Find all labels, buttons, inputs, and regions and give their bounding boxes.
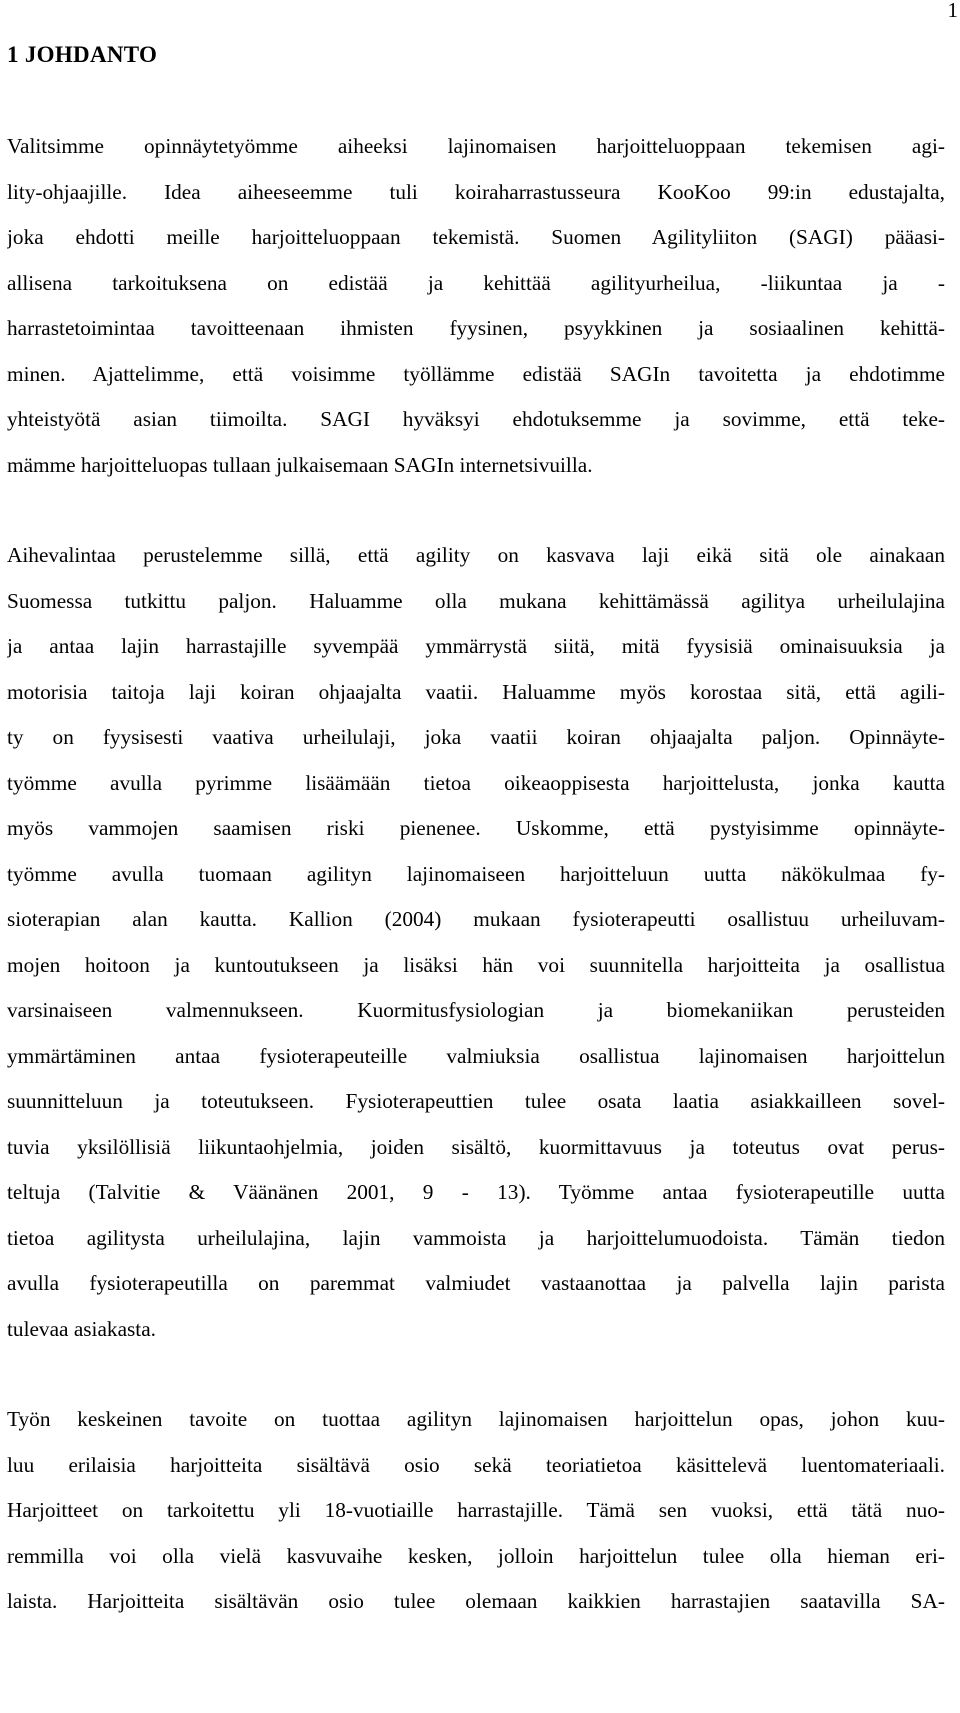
text-line: luu erilaisia harjoitteita sisältävä osio sekä teoriatietoa käsittelevä luentomateriaali.	[7, 1452, 945, 1477]
text-line: ja antaa lajin harrastajille syvempää ymmärrystä siitä, mitä fyysisiä ominaisuuksia ja	[7, 634, 945, 658]
text-line: työmme avulla tuomaan agilityn lajinomaiseen harjoitteluun uutta näkökulmaa fy-	[7, 861, 945, 886]
text-line: teltuja (Talvitie & Väänänen 2001, 9 - 13). Työmme antaa fysioterapeutille uutta	[7, 1180, 945, 1204]
paragraph-gap	[7, 488, 945, 533]
text-line: suunnitteluun ja toteutukseen. Fysioterapeuttien tulee osata laatia asiakkailleen sovel-	[7, 1089, 945, 1113]
text-line: myös vammojen saamisen riski pienenee. Uskomme, että pystyisimme opinnäyte-	[7, 816, 945, 840]
chapter-heading: 1 JOHDANTO	[7, 42, 158, 67]
text-line: tietoa agilitysta urheilulajina, lajin vammoista ja harjoittelumuodoista. Tämän tiedon	[7, 1225, 945, 1250]
text-line: ty on fyysisesti vaativa urheilulaji, joka vaatii koiran ohjaajalta paljon. Opinnäyte-	[7, 725, 945, 749]
page-number: 1	[947, 0, 958, 22]
text-line: Suomessa tutkittu paljon. Haluamme olla mukana kehittämässä agilitya urheilulajina	[7, 588, 945, 613]
text-line: avulla fysioterapeutilla on paremmat valmiudet vastaanottaa ja palvella lajin parista	[7, 1271, 945, 1295]
text-line: Työn keskeinen tavoite on tuottaa agilityn lajinomaisen harjoittelun opas, johon kuu-	[7, 1407, 945, 1431]
text-line: harrastetoimintaa tavoitteenaan ihmisten fyysinen, psyykkinen ja sosiaalinen kehittä-	[7, 316, 945, 340]
text-line: työmme avulla pyrimme lisäämään tietoa oikeaoppisesta harjoittelusta, jonka kautta	[7, 770, 945, 795]
paragraph-2	[7, 533, 945, 1352]
text-line: Harjoitteet on tarkoitettu yli 18-vuotiaille harrastajille. Tämä sen vuoksi, että tätä nuo-	[7, 1498, 945, 1522]
paragraph-3	[7, 1397, 945, 1625]
text-line: yhteistyötä asian tiimoilta. SAGI hyväksyi ehdotuksemme ja sovimme, että teke-	[7, 407, 945, 431]
text-line: joka ehdotti meille harjoitteluoppaan tekemistä. Suomen Agilityliiton (SAGI) pääasi-	[7, 225, 945, 249]
text-line: lity-ohjaajille. Idea aiheeseemme tuli koiraharrastusseura KooKoo 99:in edustajalta,	[7, 179, 945, 204]
text-line: tulevaa asiakasta.	[7, 1316, 157, 1341]
text-line: motorisia taitoja laji koiran ohjaajalta vaatii. Haluamme myös korostaa sitä, että agili-	[7, 679, 945, 704]
text-line: ymmärtäminen antaa fysioterapeuteille valmiuksia osallistua lajinomaisen harjoittelun	[7, 1043, 945, 1068]
text-line: tuvia yksilöllisiä liikuntaohjelmia, joiden sisältö, kuormittavuus ja toteutus ovat perus-	[7, 1134, 945, 1159]
body-text	[7, 124, 945, 1625]
text-line: remmilla voi olla vielä kasvuvaihe kesken, jolloin harjoittelun tulee olla hieman eri-	[7, 1543, 945, 1568]
text-line: sioterapian alan kautta. Kallion (2004) mukaan fysioterapeutti osallistuu urheiluvam-	[7, 907, 945, 931]
text-line: varsinaiseen valmennukseen. Kuormitusfysiologian ja biomekaniikan perusteiden	[7, 998, 945, 1022]
text-line: minen. Ajattelimme, että voisimme työllämme edistää SAGIn tavoitetta ja ehdotimme	[7, 361, 945, 386]
text-line: allisena tarkoituksena on edistää ja kehittää agilityurheilua, -liikuntaa ja -	[7, 270, 945, 295]
paragraph-1	[7, 124, 945, 488]
paragraph-gap	[7, 1352, 945, 1397]
text-line: mämme harjoitteluopas tullaan julkaisemaan SAGIn internetsivuilla.	[7, 452, 593, 477]
text-line: Valitsimme opinnäytetyömme aiheeksi lajinomaisen harjoitteluoppaan tekemisen agi-	[7, 134, 945, 158]
text-line: laista. Harjoitteita sisältävän osio tulee olemaan kaikkien harrastajien saatavilla SA-	[7, 1589, 945, 1613]
text-line: Aihevalintaa perustelemme sillä, että agility on kasvava laji eikä sitä ole ainakaan	[7, 543, 945, 567]
text-line: mojen hoitoon ja kuntoutukseen ja lisäksi hän voi suunnitella harjoitteita ja osallistua	[7, 952, 945, 977]
